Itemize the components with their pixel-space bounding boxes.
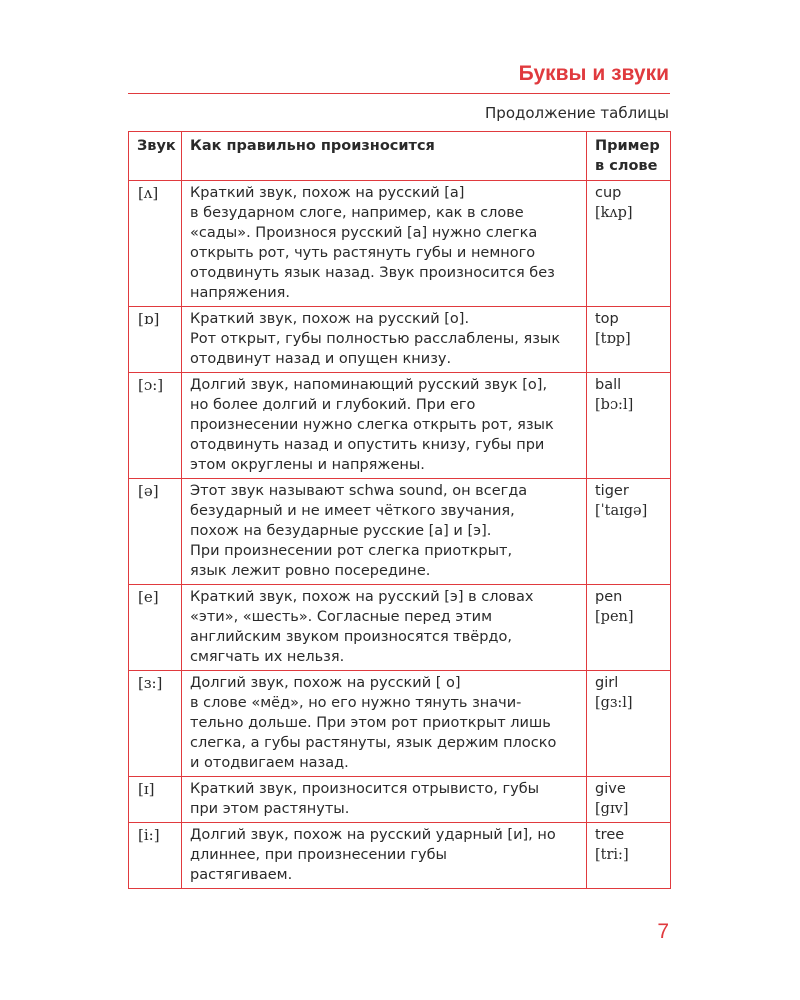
description-line: отодвинуть язык назад. Звук произносится без: [190, 265, 555, 281]
description-line: но более долгий и глубокий. При его: [190, 397, 476, 413]
sound-symbol: [ʌ]: [129, 181, 182, 307]
table-continuation-label: Продолжение таблицы: [485, 104, 669, 122]
example-cell: [587, 181, 671, 307]
example-transcription: [tri:]: [595, 847, 629, 863]
pronunciation-description: [182, 307, 587, 373]
example-transcription: [gɪv]: [595, 801, 629, 817]
description-line: и отодвигаем назад.: [190, 755, 349, 771]
example-word: tree: [595, 827, 625, 843]
description-line: отодвинуть назад и опустить книзу, губы при: [190, 437, 545, 453]
example-word: girl: [595, 675, 619, 691]
pronunciation-description: [182, 585, 587, 671]
table-header-row: [129, 132, 671, 181]
table-body: [129, 181, 671, 889]
description-line: английским звуком произносятся твёрдо,: [190, 629, 512, 645]
description-line: в безударном слоге, например, как в слове: [190, 205, 524, 221]
table-row: [129, 671, 671, 777]
description-line: Этот звук называют schwa sound, он всегда: [190, 483, 528, 499]
description-line: растягиваем.: [190, 867, 293, 883]
sound-symbol: [ɔ:]: [129, 373, 182, 479]
description-line: Долгий звук, напоминающий русский звук [о],: [190, 377, 548, 393]
sound-symbol: [ɜ:]: [129, 671, 182, 777]
description-line: Рот открыт, губы полностью расслаблены, язык: [190, 331, 561, 347]
description-line: Краткий звук, похож на русский [а]: [190, 185, 465, 201]
example-transcription: [ˈtaɪgə]: [595, 503, 648, 519]
column-header-pronunciation: Как правильно произносится: [182, 132, 587, 181]
page-number: 7: [657, 920, 669, 943]
description-line: слегка, а губы растянуты, язык держим плоско: [190, 735, 557, 751]
pronunciation-description: [182, 373, 587, 479]
table-row: [129, 823, 671, 889]
section-title: Буквы и звуки: [518, 62, 669, 85]
sound-symbol: [ɒ]: [129, 307, 182, 373]
description-line: Долгий звук, похож на русский [ о]: [190, 675, 461, 691]
sounds-table: [128, 131, 671, 889]
pronunciation-description: [182, 823, 587, 889]
description-line: этом округлены и напряжены.: [190, 457, 425, 473]
example-cell: [587, 777, 671, 823]
description-line: напряжения.: [190, 285, 290, 301]
sound-symbol: [ɪ]: [129, 777, 182, 823]
example-cell: [587, 671, 671, 777]
table-row: [129, 181, 671, 307]
description-line: открыть рот, чуть растянуть губы и немного: [190, 245, 536, 261]
example-word: pen: [595, 589, 623, 605]
example-transcription: [gɜ:l]: [595, 695, 633, 711]
example-word: cup: [595, 185, 622, 201]
description-line: тельно дольше. При этом рот приоткрыт лишь: [190, 715, 551, 731]
sound-symbol: [e]: [129, 585, 182, 671]
description-line: Краткий звук, похож на русский [о].: [190, 311, 470, 327]
description-line: «эти», «шесть». Согласные перед этим: [190, 609, 493, 625]
sound-symbol: [ə]: [129, 479, 182, 585]
description-line: «сады». Произнося русский [а] нужно слегка: [190, 225, 538, 241]
example-word: ball: [595, 377, 622, 393]
example-cell: [587, 479, 671, 585]
example-word: tiger: [595, 483, 629, 499]
example-cell: [587, 823, 671, 889]
table-row: [129, 307, 671, 373]
example-transcription: [kʌp]: [595, 205, 633, 221]
description-line: безударный и не имеет чёткого звучания,: [190, 503, 515, 519]
description-line: Краткий звук, похож на русский [э] в словах: [190, 589, 534, 605]
example-transcription: [bɔ:l]: [595, 397, 634, 413]
example-word: give: [595, 781, 626, 797]
table-row: [129, 373, 671, 479]
example-transcription: [tɒp]: [595, 331, 631, 347]
example-transcription: [pen]: [595, 609, 634, 625]
description-line: смягчать их нельзя.: [190, 649, 345, 665]
description-line: Краткий звук, произносится отрывисто, губы: [190, 781, 540, 797]
sound-symbol: [i:]: [129, 823, 182, 889]
pronunciation-description: [182, 479, 587, 585]
example-cell: [587, 373, 671, 479]
description-line: при этом растянуты.: [190, 801, 350, 817]
pronunciation-description: [182, 671, 587, 777]
column-header-sound: Звук: [129, 132, 182, 181]
pronunciation-description: [182, 777, 587, 823]
description-line: длиннее, при произнесении губы: [190, 847, 447, 863]
description-line: При произнесении рот слегка приоткрыт,: [190, 543, 513, 559]
table-row: [129, 479, 671, 585]
example-cell: [587, 585, 671, 671]
description-line: в слове «мёд», но его нужно тянуть значи-: [190, 695, 522, 711]
column-header-example: Пример в слове: [587, 132, 671, 181]
pronunciation-description: [182, 181, 587, 307]
example-word: top: [595, 311, 619, 327]
table-row: [129, 585, 671, 671]
table-row: [129, 777, 671, 823]
description-line: язык лежит ровно посередине.: [190, 563, 431, 579]
title-divider: [128, 93, 670, 94]
description-line: похож на безударные русские [а] и [э].: [190, 523, 492, 539]
example-cell: [587, 307, 671, 373]
description-line: отодвинут назад и опущен книзу.: [190, 351, 452, 367]
description-line: произнесении нужно слегка открыть рот, язык: [190, 417, 554, 433]
description-line: Долгий звук, похож на русский ударный [и], но: [190, 827, 556, 843]
